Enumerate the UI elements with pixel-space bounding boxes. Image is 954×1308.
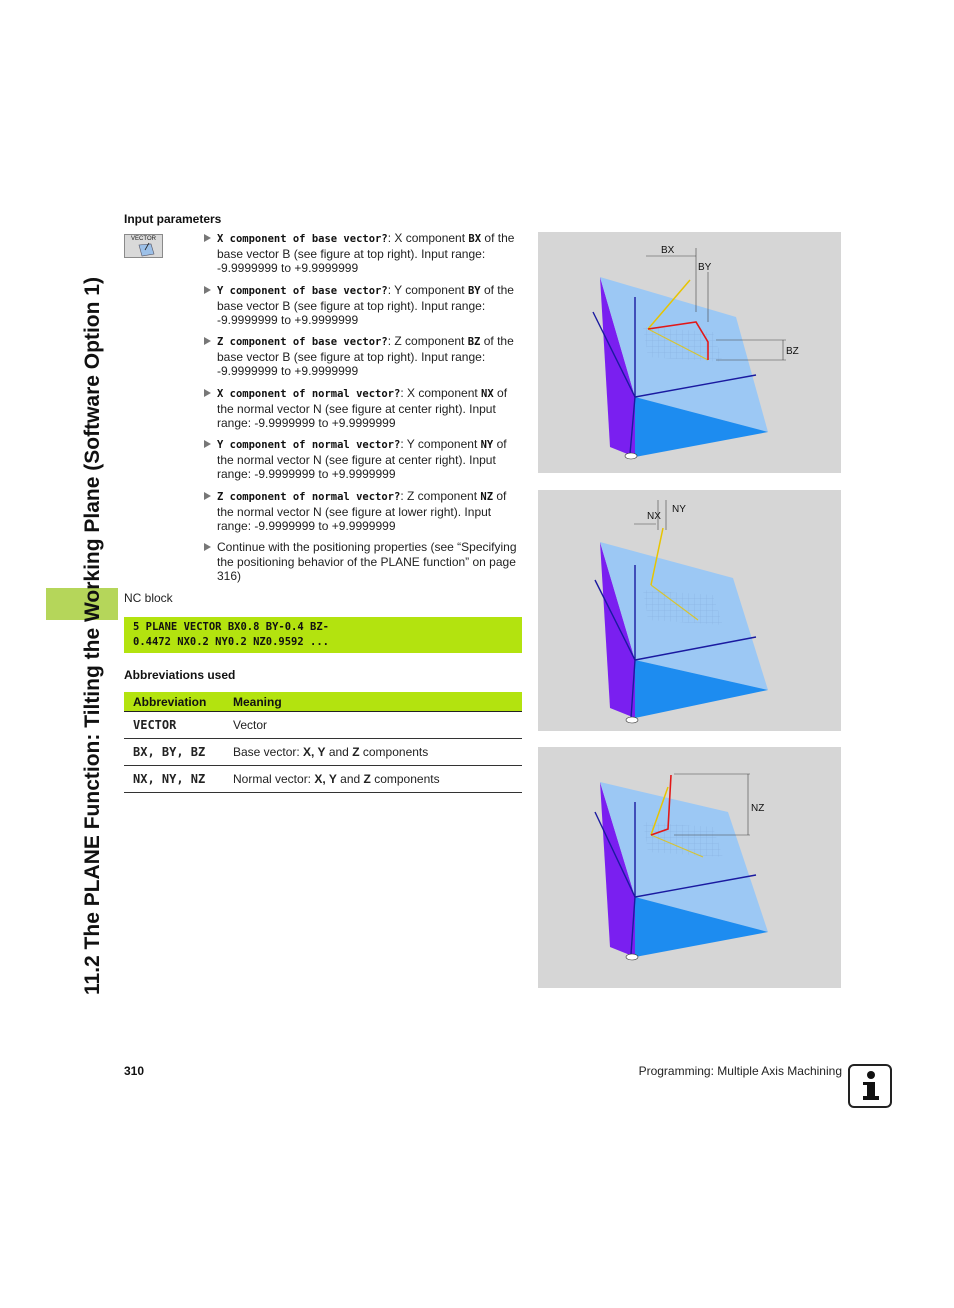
footer-title: Programming: Multiple Axis Machining <box>638 1064 842 1078</box>
figure-label: BX <box>661 245 675 256</box>
bullet-arrow-icon <box>204 389 211 397</box>
meaning-cell: Base vector: X, Y and Z components <box>224 739 522 766</box>
bullet-arrow-icon <box>204 440 211 448</box>
figure-normal-vector-xy <box>538 490 841 731</box>
param-base-y: Y component of base vector?: Y component BY of the base vector B (see figure at top right). Input range: -9.9999999 to +9.9999999 <box>204 283 522 328</box>
abbr-cell: VECTOR <box>124 712 224 739</box>
column-header: Meaning <box>224 692 522 712</box>
bullet-arrow-icon <box>204 543 211 551</box>
figure-label: NY <box>672 504 686 515</box>
param-base-x: X component of base vector?: X component BX of the base vector B (see figure at top right). Input range: -9.9999999 to +9.9999999 <box>204 231 522 276</box>
info-icon <box>848 1064 892 1108</box>
table-row <box>124 712 522 739</box>
figure-label: NZ <box>751 803 765 814</box>
abbreviations-heading: Abbreviations used <box>124 668 236 682</box>
param-base-z: Z component of base vector?: Z component BZ of the base vector B (see figure at top right). Input range: -9.9999999 to +9.9999999 <box>204 334 522 379</box>
nc-line: 5 PLANE VECTOR BX0.8 BY-0.4 BZ- <box>133 621 329 633</box>
figure-base-vector <box>538 232 841 473</box>
column-header: Abbreviation <box>124 692 224 712</box>
meaning-cell: Normal vector: X, Y and Z components <box>224 766 522 793</box>
param-normal-y: Y component of normal vector?: Y component NY of the normal vector N (see figure at center right). Input range: -9.9999999 to +9.9999999 <box>204 437 522 482</box>
nc-line: 0.4472 NX0.2 NY0.2 NZ0.9592 ... <box>133 636 329 648</box>
input-parameters-heading: Input parameters <box>124 212 222 226</box>
param-normal-z: Z component of normal vector?: Z component NZ of the normal vector N (see figure at lower right). Input range: -9.9999999 to +9.9999999 <box>204 489 522 534</box>
table-row <box>124 766 522 793</box>
abbr-cell: BX, BY, BZ <box>124 739 224 766</box>
table-header-row <box>124 692 522 712</box>
table-row <box>124 739 522 766</box>
nc-block-code <box>124 617 522 653</box>
figure-normal-vector-z <box>538 747 841 988</box>
param-normal-x: X component of normal vector?: X component NX of the normal vector N (see figure at center right). Input range: -9.9999999 to +9.9999999 <box>204 386 522 431</box>
figure-label: BY <box>698 262 712 273</box>
vector-softkey-icon[interactable]: VECTOR <box>124 234 163 258</box>
abbr-cell: NX, NY, NZ <box>124 766 224 793</box>
figure-label: NX <box>647 511 661 522</box>
figure-label: BZ <box>786 346 799 357</box>
abbreviations-table <box>124 692 522 793</box>
meaning-cell: Vector <box>224 712 522 739</box>
bullet-arrow-icon <box>204 492 211 500</box>
nc-block-label: NC block <box>124 591 173 605</box>
page-number: 310 <box>124 1064 145 1078</box>
bullet-arrow-icon <box>204 234 211 242</box>
continue-note: Continue with the positioning properties (see “Specifying the positioning behavior of the PLANE function” on page 316) <box>204 540 522 584</box>
bullet-arrow-icon <box>204 286 211 294</box>
bullet-arrow-icon <box>204 337 211 345</box>
